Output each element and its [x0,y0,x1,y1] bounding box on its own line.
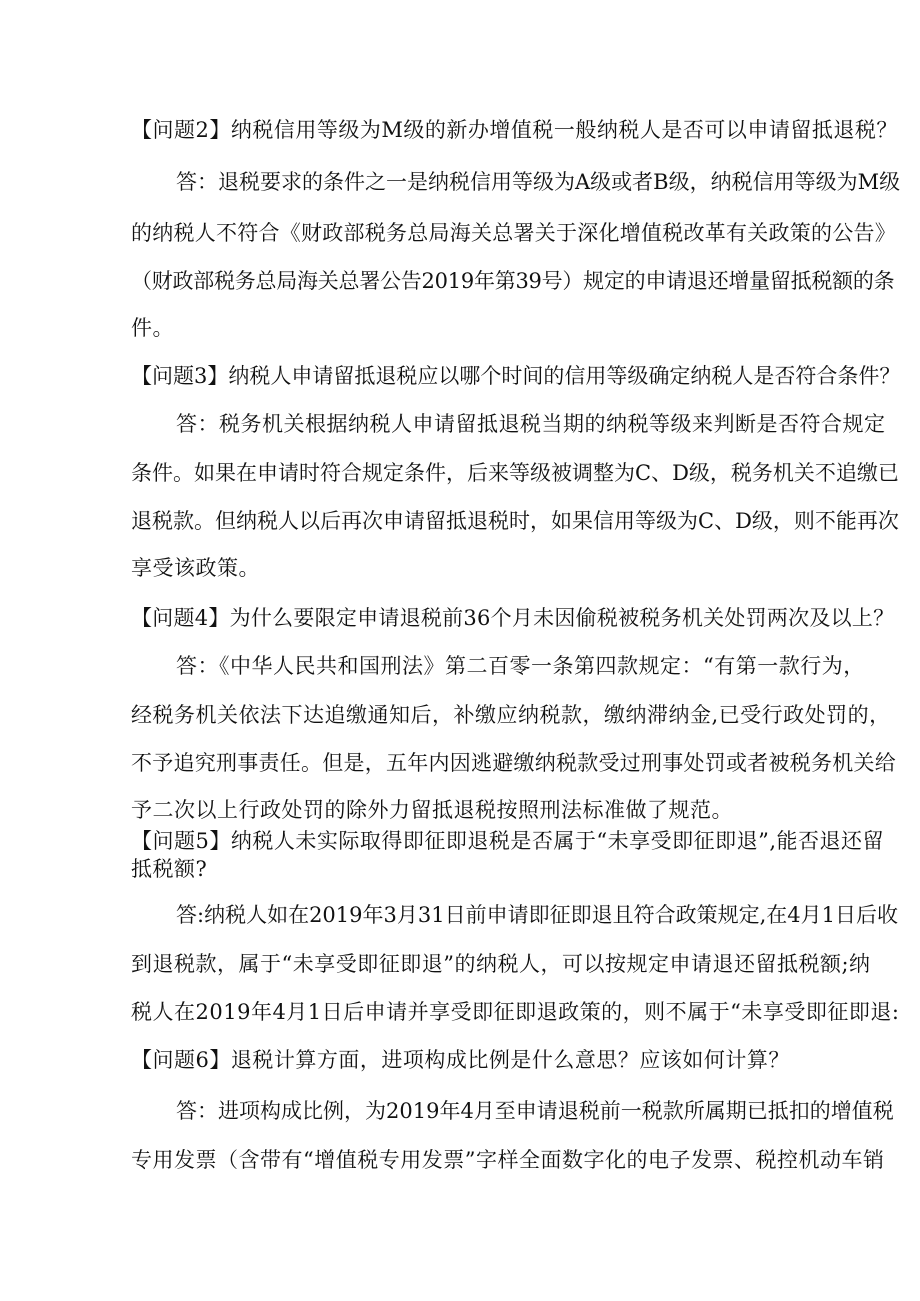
question-3: 【问题3】纳税人申请留抵退税应以哪个时间的信用等级确定纳税人是否符合条件？ [131,364,901,388]
question-5-line-1: 【问题5】纳税人未实际取得即征即退税是否属于“未享受即征即退”,能否退还留 [131,829,885,853]
answer-3-line-3: 退税款。但纳税人以后再次申请留抵退税时，如果信用等级为C、D级，则不能再次 [131,509,899,533]
answer-4-line-4: 予二次以上行政处罚的除外力留抵退税按照刑法标准做了规范。 [131,798,733,822]
answer-6-line-2: 专用发票（含带有“增值税专用发票”字样全面数字化的电子发票、税控机动车销 [131,1148,885,1172]
answer-5-line-3: 税人在2019年4月1日后申请并享受即征即退政策的，则不属于“未享受即征即退: [131,1000,900,1024]
answer-2-line-2: 的纳税人不符合《财政部税务总局海关总署关于深化增值税改革有关政策的公告》 [131,221,896,245]
answer-3-line-1: 答：税务机关根据纳税人申请留抵退税当期的纳税等级来判断是否符合规定 [176,412,886,436]
answer-2-line-3: （财政部税务总局海关总署公告2019年第39号）规定的申请退还增量留抵税额的条 [131,269,895,293]
question-6: 【问题6】退税计算方面，进项构成比例是什么意思？应该如何计算？ [131,1048,790,1072]
answer-6-line-1: 答：进项构成比例，为2019年4月至申请退税前一税款所属期已抵扣的增值税 [176,1099,894,1123]
answer-2-line-1: 答：退税要求的条件之一是纳税信用等级为A级或者B级，纳税信用等级为M级 [176,170,901,194]
answer-2-line-4: 件。 [131,316,174,340]
question-4: 【问题4】为什么要限定申请退税前36个月未因偷税被税务机关处罚两次及以上？ [131,606,895,630]
answer-3-line-4: 享受该政策。 [131,556,260,580]
answer-5-line-2: 到退税款，属于“未享受即征即退”的纳税人，可以按规定申请退还留抵税额;纳 [131,952,871,976]
question-2: 【问题2】纳税信用等级为M级的新办增值税一般纳税人是否可以申请留抵退税？ [131,118,898,142]
answer-4-line-3: 不予追究刑事责任。但是，五年内因逃避缴纳税款受过刑事处罚或者被税务机关给 [131,751,896,775]
answer-3-line-2: 条件。如果在申请时符合规定条件，后来等级被调整为C、D级，税务机关不追缴已 [131,461,899,485]
question-5-line-2: 抵税额? [131,857,208,881]
answer-4-line-2: 经税务机关依法下达追缴通知后，补缴应纳税款，缴纳滞纳金,已受行政处罚的， [131,703,891,727]
answer-5-line-1: 答:纳税人如在2019年3月31日前申请即征即退且符合政策规定,在4月1日后收 [176,903,898,927]
answer-4-line-1: 答：《中华人民共和国刑法》第二百零一条第四款规定：“有第一款行为， [176,654,865,678]
